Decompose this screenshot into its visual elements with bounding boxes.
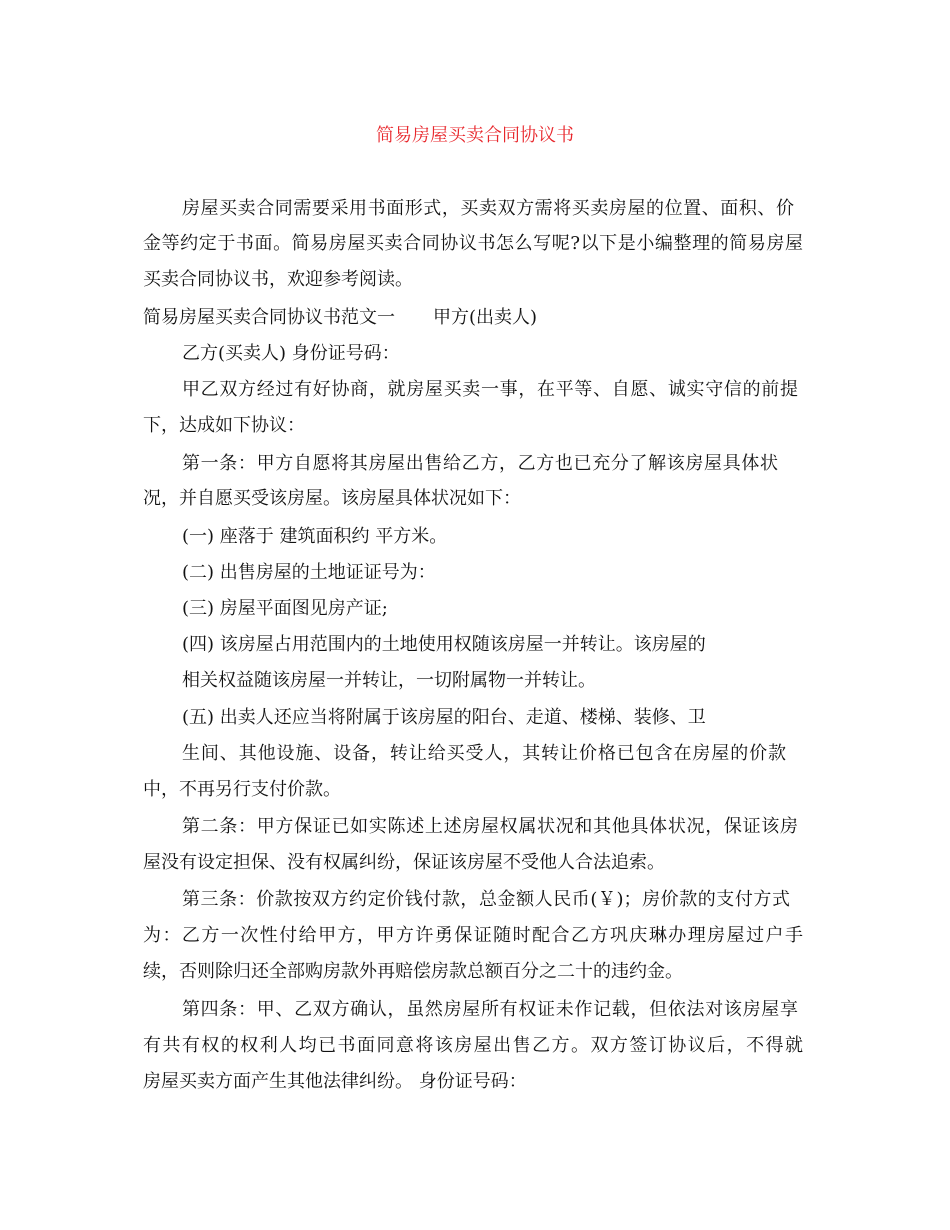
list-item: (四) 该房屋占用范围内的土地使用权随该房屋一并转让。该房屋的 [182, 634, 706, 655]
article-1-line: 况，并自愿买受该房屋。该房屋具体状况如下： [143, 488, 521, 509]
list-item: (一) 座落于 建筑面积约 平方米。 [182, 526, 448, 547]
list-item: (五) 出卖人还应当将附属于该房屋的阳台、走道、楼梯、装修、卫 [182, 707, 706, 728]
article-2-line: 第二条：甲方保证已如实陈述上述房屋权属状况和其他具体状况，保证该房 [182, 816, 798, 837]
document-title: 简易房屋买卖合同协议书 [376, 125, 574, 146]
paragraph-line: 下，达成如下协议： [143, 415, 305, 436]
paragraph-line: 房屋买卖合同需要采用书面形式，买卖双方需将买卖房屋的位置、面积、价 [182, 198, 794, 219]
paragraph-line: 金等约定于书面。简易房屋买卖合同协议书怎么写呢?以下是小编整理的简易房屋 [143, 233, 803, 254]
article-4-line: 有共有权的权利人均已书面同意将该房屋出售乙方。双方签订协议后，不得就 [143, 1035, 803, 1056]
article-1-line: 第一条：甲方自愿将其房屋出售给乙方，乙方也已充分了解该房屋具体状 [182, 453, 778, 474]
party-a-label: 甲方(出卖人) [433, 307, 538, 328]
list-item-continuation: 中，不再另行支付价款。 [143, 779, 341, 800]
list-item-continuation: 生间、其他设施、设备，转让给买受人，其转让价格已包含在房屋的价款 [182, 743, 786, 764]
list-item: (二) 出售房屋的土地证证号为： [182, 562, 436, 583]
paragraph-line: 乙方(买卖人) 身份证号码： [182, 343, 400, 364]
list-item: (三) 房屋平面图见房产证; [182, 598, 388, 619]
article-3-line: 第三条：价款按双方约定价钱付款，总金额人民币(￥)；房价款的支付方式 [182, 889, 790, 910]
article-4-line: 房屋买卖方面产生其他法律纠纷。 身份证号码： [143, 1071, 527, 1092]
section-heading-line [143, 306, 537, 330]
article-3-line: 为：乙方一次性付给甲方，甲方许勇保证随时配合乙方巩庆琳办理房屋过户手 [143, 925, 803, 946]
article-2-line: 屋没有设定担保、没有权属纠纷，保证该房屋不受他人合法追索。 [143, 852, 665, 873]
list-item-continuation: 相关权益随该房屋一并转让，一切附属物一并转让。 [182, 670, 596, 691]
article-4-line: 第四条：甲、乙双方确认，虽然房屋所有权证未作记载，但依法对该房屋享 [182, 999, 798, 1020]
paragraph-line: 甲乙双方经过有好协商，就房屋买卖一事，在平等、自愿、诚实守信的前提 [182, 379, 798, 400]
article-3-line: 续，否则除归还全部购房款外再赔偿房款总额百分之二十的违约金。 [143, 961, 683, 982]
section-heading: 简易房屋买卖合同协议书范文一 [143, 307, 395, 328]
paragraph-line: 买卖合同协议书，欢迎参考阅读。 [143, 269, 413, 290]
